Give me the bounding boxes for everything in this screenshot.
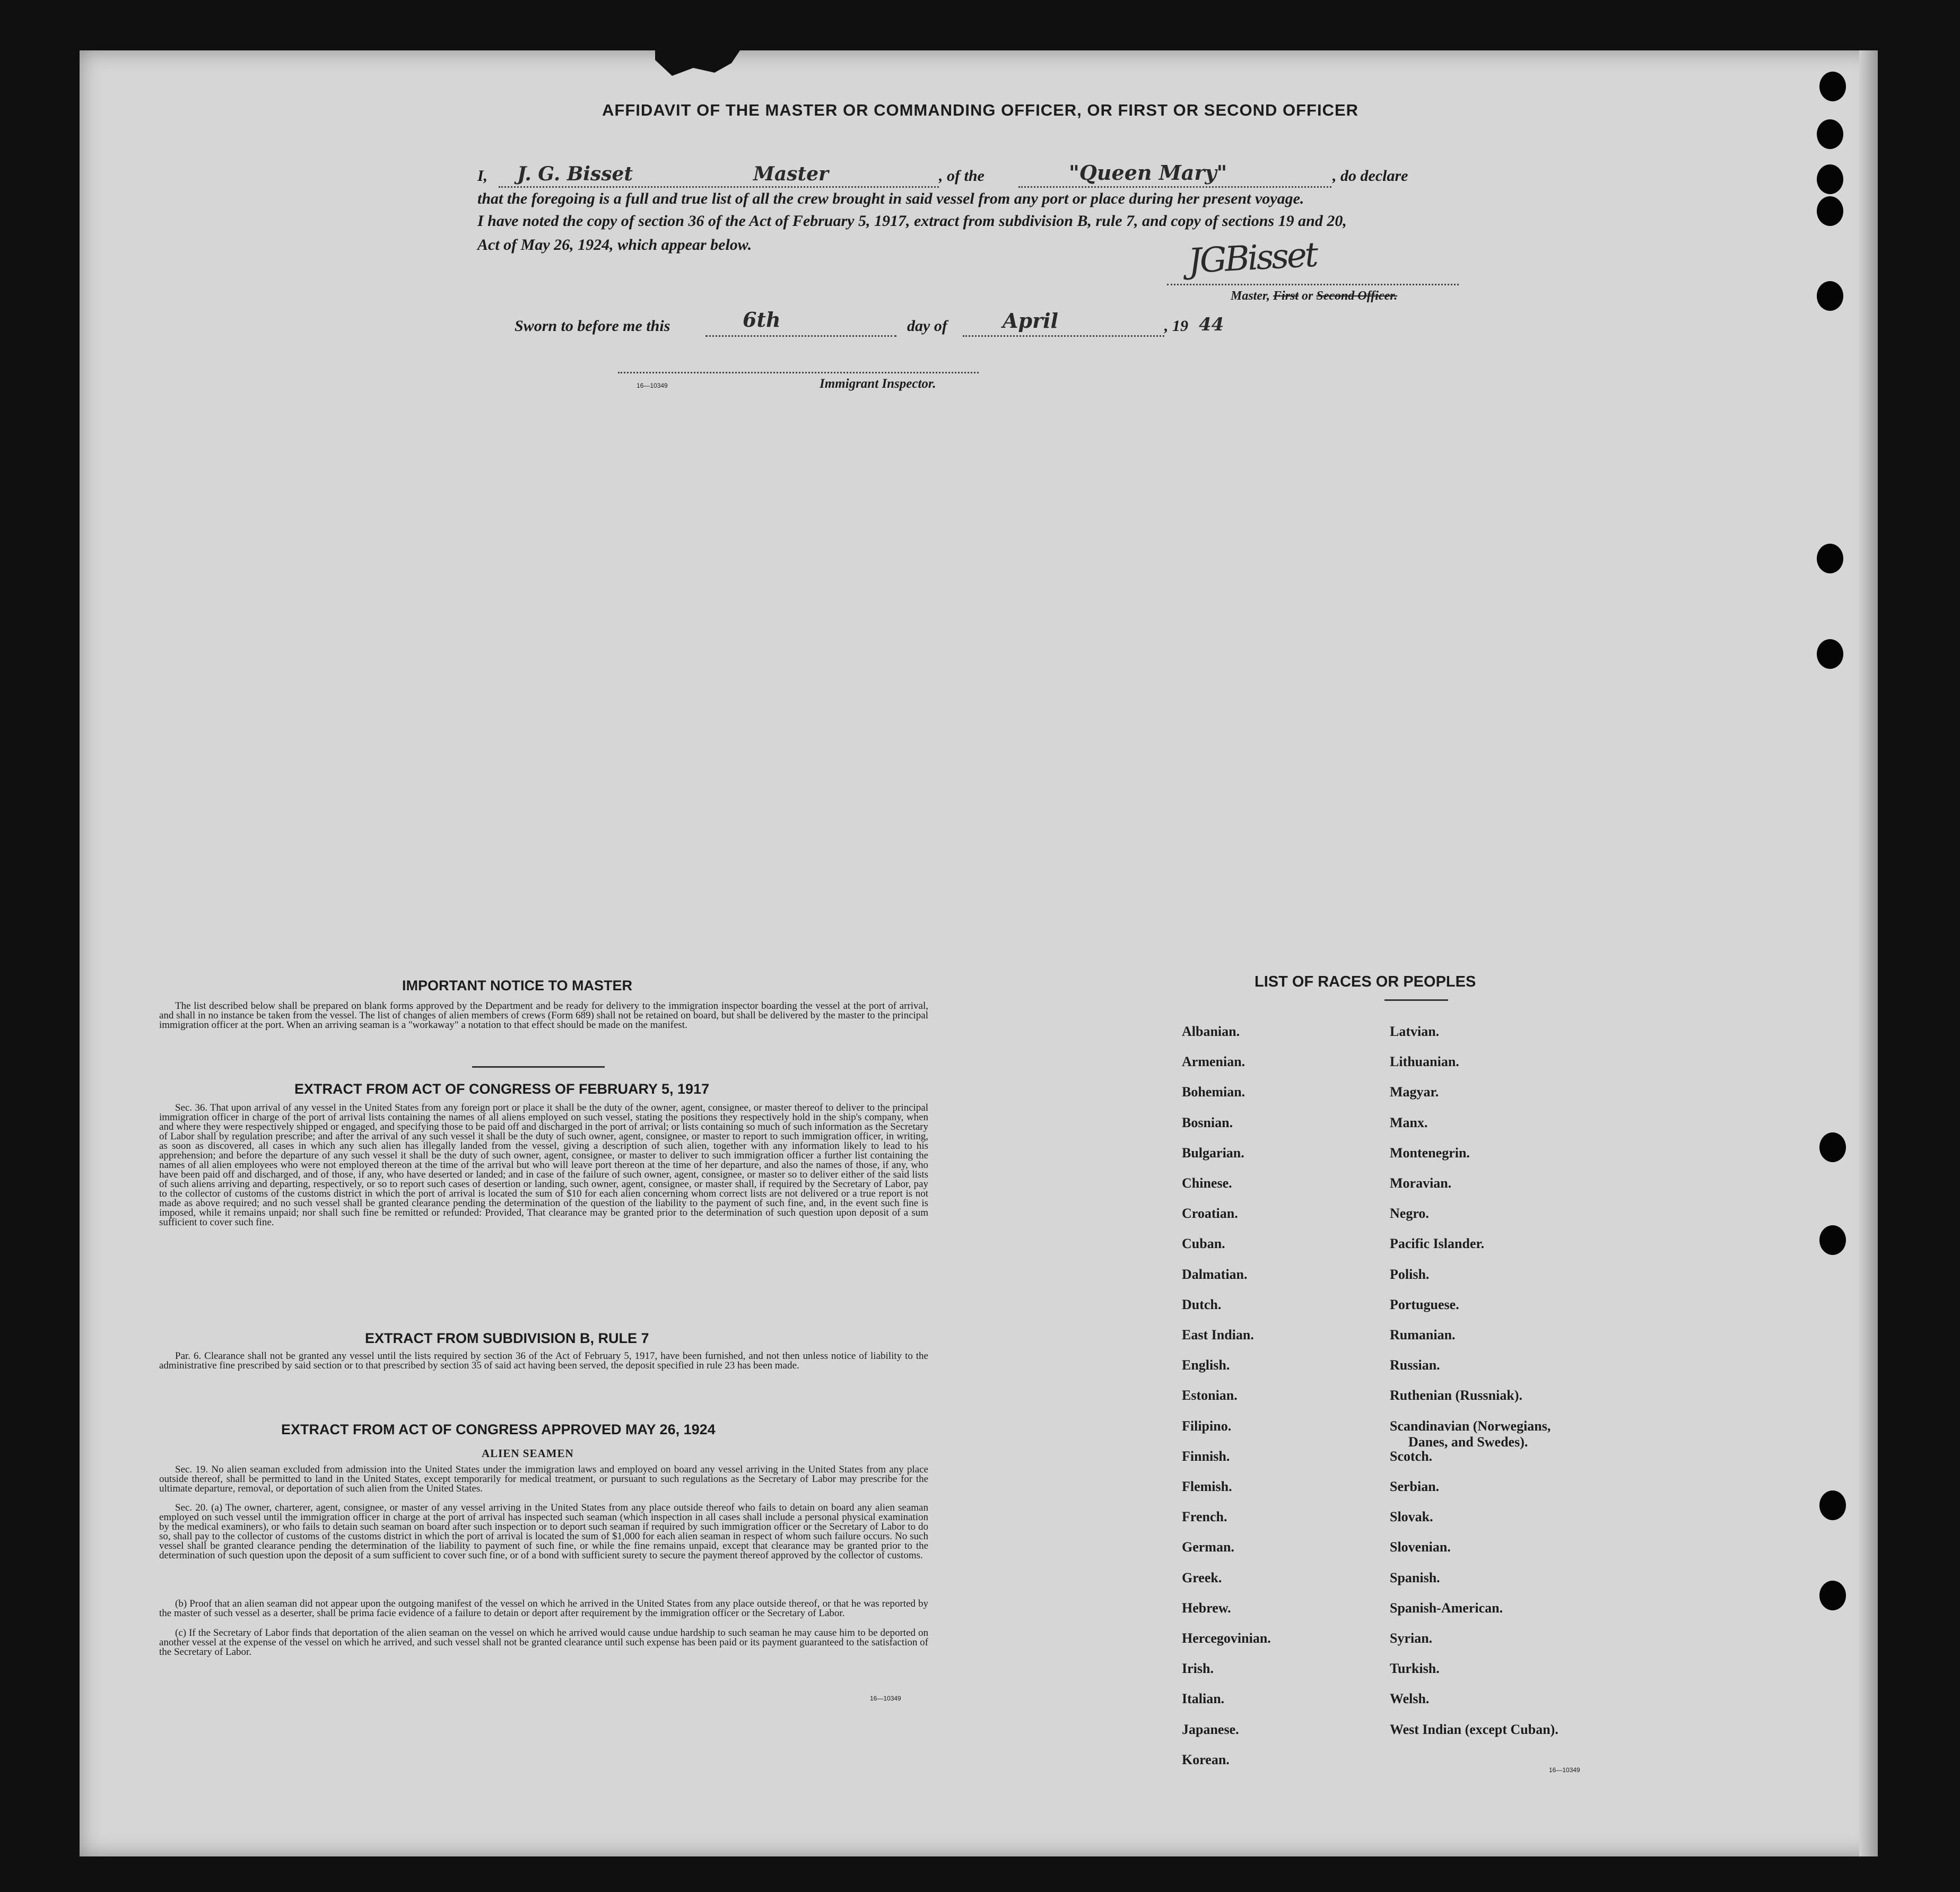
race-item: Cuban.	[1182, 1236, 1225, 1251]
race-item: Japanese.	[1182, 1722, 1239, 1737]
race-item: Korean.	[1182, 1752, 1230, 1767]
punch-hole	[1819, 1581, 1846, 1610]
punch-hole	[1817, 544, 1843, 573]
sworn-day: 6th	[743, 308, 781, 332]
day-field	[705, 317, 896, 337]
punch-hole	[1819, 1225, 1846, 1255]
race-item: German.	[1182, 1539, 1234, 1555]
extract-1917-title: EXTRACT FROM ACT OF CONGRESS OF FEBRUARY 5, 1917	[294, 1081, 710, 1097]
punch-hole	[1819, 1490, 1846, 1520]
race-item: Slovenian.	[1390, 1539, 1451, 1555]
form-number-notice: 16—10349	[870, 1695, 901, 1702]
race-item: Turkish.	[1390, 1661, 1440, 1676]
day-of-label: day of	[907, 317, 947, 335]
races-title-rule	[1384, 998, 1448, 1001]
inspector-signature-line	[618, 370, 979, 373]
race-item: Flemish.	[1182, 1479, 1232, 1494]
race-item: Danes, and Swedes).	[1408, 1434, 1528, 1450]
race-item: Polish.	[1390, 1267, 1430, 1282]
form-number-top: 16—10349	[637, 382, 668, 389]
master-rank: Master	[753, 163, 829, 185]
master-signature: JGBisset	[1187, 235, 1318, 282]
extract-1924-subtitle: ALIEN SEAMEN	[482, 1447, 574, 1460]
race-item: Spanish-American.	[1390, 1600, 1503, 1616]
sec-19-text: Sec. 19. No alien seaman excluded from admission into the United States under the immigration laws and employed on board any vessel arriving in the United States from any place outside thereof, shall be permitted to land in the United States, except temporarily for medical treatment, or pursuant to such regulations as the Secretary of Labor may prescribe for the ultimate departure, removal, or deportation of such alien from the United States.	[159, 1464, 928, 1494]
do-declare-label: , do declare	[1332, 167, 1408, 185]
race-item: Finnish.	[1182, 1449, 1230, 1464]
race-item: Ruthenian (Russniak).	[1390, 1388, 1522, 1403]
race-item: Manx.	[1390, 1115, 1428, 1130]
sec-20b-text: (b) Proof that an alien seaman did not appear upon the outgoing manifest of the vessel on which he arrived in the United States from any place outside thereof, or that he was reported by the master of such vessel as a deserter, shall be prima facie evidence of a failure to detain or deport after requirement by the immigration officer or the Secretary of Labor.	[159, 1598, 928, 1619]
extract-1917-text: Sec. 36. That upon arrival of any vessel in the United States from any foreign port or place it shall be the duty of the owner, agent, consignee, or master thereof to deliver to the principal immigration officer in charge of the port of arrival lists containing the names of all aliens employed on such vessel, stating the positions they respectively hold in the ship's company, when and where they were respectively shipped or engaged, and specifying those to be paid off and discharged in the port of arrival; or lists containing so much of such information as the Secretary of Labor shall by regulation prescribe; and after the arrival of any such vessel it shall be the duty of such owner, agent, consignee, or master to report to such immigration officer, in writing, as soon as discovered, all cases in which any such alien has illegally landed from the vessel, giving a description of such alien, together with any information likely to lead to his apprehension; and before the departure of any such vessel it shall be the duty of such owner, agent, consignee, or master to deliver to such immigration officer a further list containing the names of all alien employees who were not employed thereon at the time of the arrival but who will leave port thereon at the time of her departure, and also the names of those, if any, who have been paid off and discharged, and of those, if any, who have deserted or landed; and in case of the failure of such owner, agent, consignee, or master so to deliver either of the said lists of such aliens arriving and departing, respectively, or so to report such cases of desertion or landing, such owner, agent, consignee, or master shall, if required by the Secretary of Labor, pay to the collector of customs of the customs district in which the port of arrival is located the sum of $10 for each alien concerning whom correct lists are not delivered or a true report is not made as above required; and no such vessel shall be granted clearance pending the determination of the question of the liability to the payment of such fine, and, in the event such fine is imposed, while it remains unpaid; nor shall such fine be remitted or refunded: Provided, That clearance may be granted prior to the determination of such question upon deposit of a sum sufficient to cover such fine.	[159, 1102, 928, 1228]
race-item: Chinese.	[1182, 1175, 1232, 1191]
of-the-label: , of the	[939, 167, 985, 185]
affidavit-title: AFFIDAVIT OF THE MASTER OR COMMANDING OFFICER, OR FIRST OR SECOND OFFICER	[602, 101, 1359, 119]
race-item: Spanish.	[1390, 1570, 1440, 1585]
punch-hole	[1817, 164, 1843, 194]
race-item: Latvian.	[1390, 1024, 1440, 1039]
sworn-year: 44	[1199, 314, 1224, 335]
race-item: Syrian.	[1390, 1631, 1433, 1646]
race-item: Serbian.	[1390, 1479, 1440, 1494]
caption-second-officer-struck: Second Officer.	[1316, 289, 1398, 303]
month-field	[963, 317, 1164, 337]
race-item: Croatian.	[1182, 1206, 1238, 1221]
race-item: Irish.	[1182, 1661, 1214, 1676]
declaration-line-3: I have noted the copy of section 36 of the Act of February 5, 1917, extract from subdivision B, rule 7, and copy of sections 19 and 20,	[477, 212, 1347, 230]
declaration-line-2: that the foregoing is a full and true list of all the crew brought in said vessel from any port or place during her present voyage.	[477, 190, 1304, 207]
punch-hole	[1817, 119, 1843, 149]
sec-20c-text: (c) If the Secretary of Labor finds that deportation of the alien seaman on the vessel on which he arrived would cause undue hardship to such seaman he may cause him to be deported on another vessel at the expense of the vessel on which he arrived, and such vessel shall not be granted clearance until such expense has been paid or its payment guaranteed to the satisfaction of the Secretary of Labor.	[159, 1627, 928, 1658]
race-item: Lithuanian.	[1390, 1054, 1459, 1069]
sworn-prefix: Sworn to before me this	[515, 317, 670, 335]
race-item: Russian.	[1390, 1357, 1440, 1373]
extract-rule7-title: EXTRACT FROM SUBDIVISION B, RULE 7	[365, 1330, 649, 1346]
declaration-prefix: I,	[477, 167, 488, 185]
race-item: Scandinavian (Norwegians,	[1390, 1418, 1551, 1434]
race-item: Dutch.	[1182, 1297, 1222, 1312]
race-item: Estonian.	[1182, 1388, 1238, 1403]
master-name: J. G. Bisset	[517, 163, 633, 185]
race-item: Welsh.	[1390, 1691, 1430, 1706]
vessel-name: "Queen Mary"	[1069, 161, 1227, 185]
race-item: Bulgarian.	[1182, 1145, 1244, 1161]
extract-1917-rule	[472, 1065, 605, 1068]
race-item: Portuguese.	[1390, 1297, 1459, 1312]
punch-hole	[1817, 281, 1843, 311]
race-item: Filipino.	[1182, 1418, 1232, 1434]
race-item: Montenegrin.	[1390, 1145, 1470, 1161]
caption-first-struck: First	[1273, 289, 1299, 303]
race-item: West Indian (except Cuban).	[1390, 1722, 1558, 1737]
race-item: Moravian.	[1390, 1175, 1452, 1191]
race-item: Pacific Islander.	[1390, 1236, 1485, 1251]
race-item: East Indian.	[1182, 1327, 1254, 1342]
extract-rule7-text: Par. 6. Clearance shall not be granted any vessel until the lists required by section 36 of the Act of February 5, 1917, have been furnished, and not then unless notice of liability to the administrative fine prescribed by said section or to that prescribed by section 35 of said act having been served, the deposit specified in rule 23 has been made.	[159, 1350, 928, 1371]
race-item: Scotch.	[1390, 1449, 1433, 1464]
declaration-line-4: Act of May 26, 1924, which appear below.	[477, 236, 752, 254]
form-number-races: 16—10349	[1549, 1766, 1580, 1774]
signature-line	[1167, 281, 1459, 285]
punch-hole	[1819, 1132, 1846, 1162]
race-item: Dalmatian.	[1182, 1267, 1248, 1282]
race-item: Armenian.	[1182, 1054, 1245, 1069]
signature-caption	[1231, 289, 1397, 303]
caption-master: Master,	[1231, 289, 1270, 303]
declaration-line-1	[477, 161, 1485, 189]
extract-1924-title: EXTRACT FROM ACT OF CONGRESS APPROVED MAY 26, 1924	[281, 1422, 716, 1437]
race-item: Hebrew.	[1182, 1600, 1231, 1616]
punch-hole	[1817, 639, 1843, 669]
caption-or: or	[1302, 289, 1313, 303]
inspector-caption: Immigrant Inspector.	[820, 377, 936, 391]
race-item: Bohemian.	[1182, 1084, 1245, 1100]
race-item: Hercegovinian.	[1182, 1631, 1271, 1646]
year-prefix: , 19	[1164, 317, 1188, 335]
notice-text: The list described below shall be prepared on blank forms approved by the Department and be ready for delivery to the immigration inspector boarding the vessel at the port of arrival, and shall in no instance be taken from the vessel. The list of changes of alien members of crews (Form 689) shall not be retained on board, but shall be delivered by the master to the principal immigration officer at the port. When an arriving seaman is a "workaway" a notation to that effect should be made on the manifest.	[159, 1000, 928, 1031]
race-item: Rumanian.	[1390, 1327, 1456, 1342]
race-item: Italian.	[1182, 1691, 1225, 1706]
punch-hole	[1819, 72, 1846, 101]
page-edge	[1859, 50, 1878, 1856]
races-title: LIST OF RACES OR PEOPLES	[1255, 973, 1476, 990]
race-item: Bosnian.	[1182, 1115, 1233, 1130]
race-item: English.	[1182, 1357, 1230, 1373]
sec-20a-text: Sec. 20. (a) The owner, charterer, agent, consignee, or master of any vessel arriving in the United States from any place outside thereof who fails to detain on board any alien seaman employed on such vessel until the immigration officer in charge at the port of arrival has inspected such seaman (which inspection in all cases shall include a personal physical examination by the medical examiners), or who fails to detain such seaman on board after such inspection or to deport such seaman if required by such immigration officer or the Secretary of Labor to do so, shall pay to the collector of customs of the customs district in which the port of arrival is located the sum of $1,000 for each alien seaman in respect of whom such failure occurs. No such vessel shall be granted clearance pending the determination of the liability to payment of such fine, or while the fine remains unpaid, except that clearance may be granted prior to the determination of such question upon the deposit of a sum sufficient to cover such fine, or of a bond with sufficient surety to secure the payment thereof approved by the collector of customs.	[159, 1502, 928, 1561]
race-item: French.	[1182, 1509, 1227, 1524]
race-item: Slovak.	[1390, 1509, 1433, 1524]
notice-title: IMPORTANT NOTICE TO MASTER	[402, 978, 632, 993]
race-item: Negro.	[1390, 1206, 1429, 1221]
race-item: Albanian.	[1182, 1024, 1240, 1039]
sworn-line	[515, 308, 1284, 339]
race-item: Magyar.	[1390, 1084, 1439, 1100]
race-item: Greek.	[1182, 1570, 1222, 1585]
punch-hole	[1817, 196, 1843, 226]
sworn-month: April	[1003, 309, 1058, 333]
